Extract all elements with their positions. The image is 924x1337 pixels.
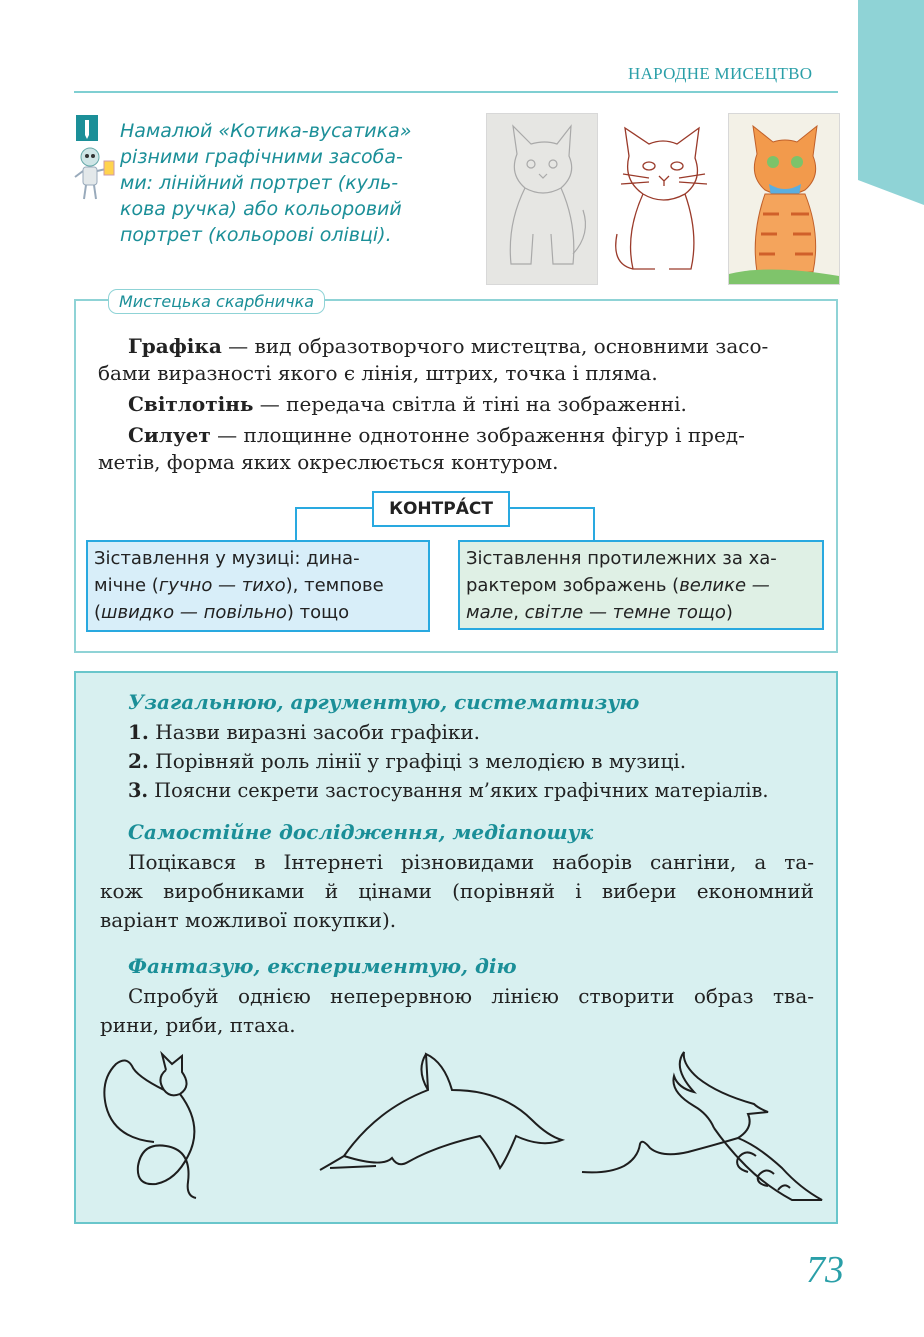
art-line-1: Зіставлення протилежних за ха- [466,548,777,569]
robot-pencil-icon [74,113,118,203]
question-list [128,718,769,805]
graphics-text-1: — вид образотворчого мистецтва, основними засо- [221,334,769,358]
corner-tab-decoration [858,0,924,205]
art-line-3 [466,599,816,626]
pen-cat-drawing [606,113,718,285]
running-title: НАРОДНЕ МИСЕЦТВО [628,64,813,83]
task-line: кова ручка) або кольоровий [120,198,402,220]
fantasy-heading: Фантазую, експериментую, дію [128,954,517,978]
music-text: мічне ( [94,575,159,596]
art-text: рактером зображень ( [466,575,680,596]
art-line-2 [466,572,816,599]
music-contrast-box [86,540,430,632]
bird-line-drawing [578,1048,828,1208]
music-text: ), темпове [285,575,384,596]
music-example: швидко — повільно [101,602,287,623]
art-contrast-box [458,540,824,630]
research-line: варіант можливої покупки). [100,908,397,932]
music-line-2 [94,572,422,599]
research-line: Поцікався в Інтернеті різновидами наборів сангіни, а та- [128,850,814,874]
question-item [128,747,769,776]
art-example: світле — темне тощо [524,602,726,623]
art-text: , [513,602,525,623]
task-line: ми: лінійний портрет (куль- [120,172,399,194]
task-instruction [120,118,450,248]
summary-heading: Узагальнюю, аргументую, систематизую [128,690,640,714]
task-line: Намалюй «Котика-вусатика» [120,120,412,142]
question-number: 1. [128,720,149,744]
music-text: ) тощо [286,602,350,623]
art-text: ) [725,602,733,623]
graphics-line-1 [98,333,816,360]
art-example: мале [466,602,514,623]
music-example: гучно — тихо [158,575,286,596]
treasury-label: Мистецька скарбничка [108,289,325,314]
fantasy-line: рини, риби, птаха. [100,1013,296,1037]
fantasy-paragraph [100,982,814,1040]
header-rule [74,91,838,93]
music-line-1: Зіставлення у музиці: дина- [94,548,360,569]
silhouette-definition [98,422,816,476]
task-line: різними графічними засоба- [120,146,403,168]
silhouette-term: Силует [128,423,211,447]
question-text: Поясни секрети застосування м’яких графічних матеріалів. [148,779,769,802]
research-heading: Самостійне дослідження, медіапошук [128,820,594,844]
page-number: 73 [806,1249,844,1291]
chiaroscuro-text: — передача світла й тіні на зображенні. [253,392,687,416]
cat-line-drawing [96,1046,216,1206]
chiaroscuro-term: Світлотінь [128,392,254,416]
research-line: кож виробниками й цінами (порівняй і вибери економний [100,879,814,903]
fantasy-line: Спробуй однією неперервною лінією створити образ тва- [128,984,814,1008]
question-text: Назви виразні засоби графіки. [148,720,481,744]
silhouette-text-1: — площинне однотонне зображення фігур і пред- [210,423,745,447]
graphics-term: Графіка [128,334,222,358]
question-item [128,718,769,747]
music-text: ( [94,602,102,623]
dolphin-line-drawing [316,1050,566,1180]
contrast-title: КОНТРА́СТ [372,491,510,527]
question-number: 2. [128,749,149,773]
question-item [128,776,769,805]
pencil-cat-drawing [486,113,598,285]
colored-cat-drawing [728,113,840,285]
graphics-text-2: бами виразності якого є лінія, штрих, точка і пляма. [98,361,658,385]
graphics-definition [98,333,816,387]
task-line: портрет (кольорові олівці). [120,224,392,246]
question-text: Порівняй роль лінії у графіці з мелодією в музиці. [148,749,687,773]
silhouette-line-1 [98,422,816,449]
chiaroscuro-line [98,391,816,418]
music-line-3 [94,599,422,626]
art-example: велике — [679,575,770,596]
silhouette-text-2: метів, форма яких окреслюється контуром. [98,450,559,474]
research-paragraph [100,848,814,935]
chiaroscuro-definition [98,391,816,418]
question-number: 3. [128,779,149,802]
